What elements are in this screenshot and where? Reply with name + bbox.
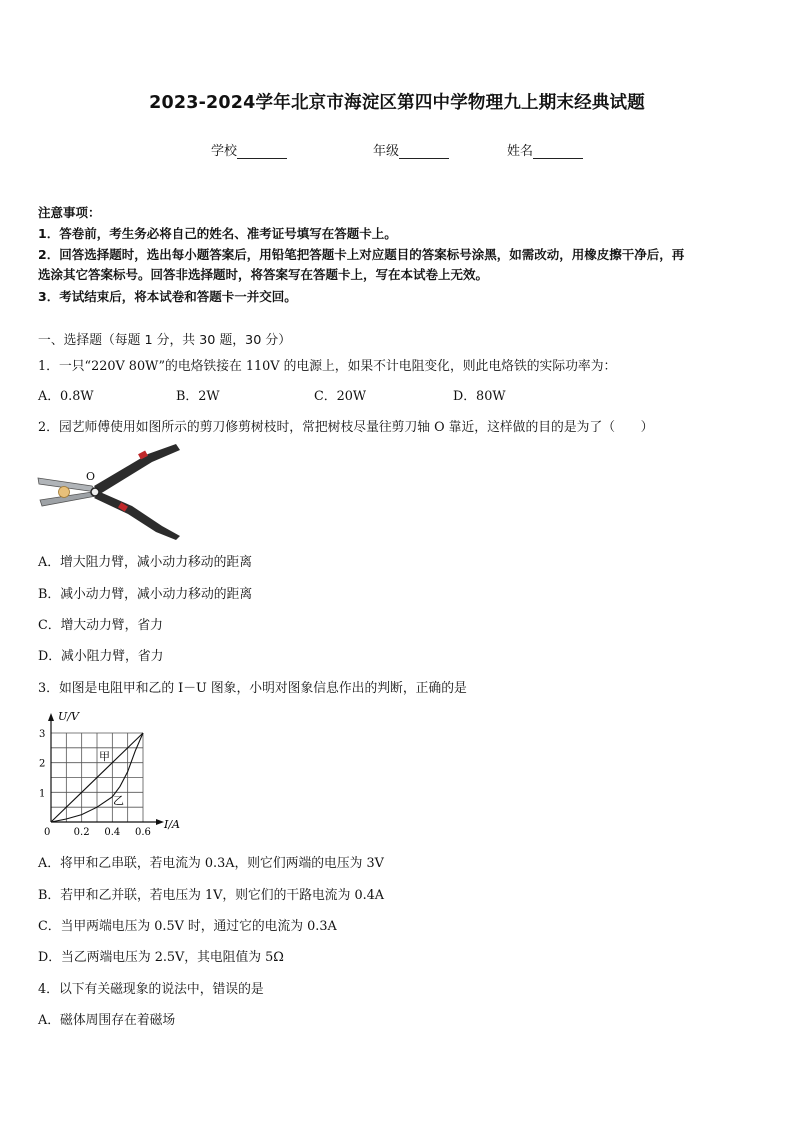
pivot-label: O bbox=[86, 470, 96, 483]
name-field[interactable] bbox=[507, 140, 583, 159]
series-yi-label: 乙 bbox=[113, 794, 124, 807]
question-3-option-b[interactable]: B．若甲和乙并联，若电压为 1V，则它们的干路电流为 0.4A bbox=[38, 888, 385, 903]
notice-item-2-cont: 选涂其它答案标号。回答非选择题时，将答案写在答题卡上，写在本试卷上无效。 bbox=[38, 267, 489, 282]
question-3-option-c[interactable]: C．当甲两端电压为 0.5V 时，通过它的电流为 0.3A bbox=[38, 919, 337, 934]
question-3-option-a[interactable]: A．将甲和乙串联，若电流为 0.3A，则它们两端的电压为 3V bbox=[38, 856, 384, 871]
x-tick-label: 0.2 bbox=[73, 827, 90, 838]
page-title: 2023-2024学年北京市海淀区第四中学物理九上期末经典试题 bbox=[149, 93, 645, 113]
question-1-option-c[interactable]: C．20W bbox=[314, 389, 367, 404]
grade-label: 年级 bbox=[373, 144, 400, 159]
y-axis-label: U/V bbox=[58, 710, 79, 723]
question-2-option-b[interactable]: B．减小动力臂，减小动力移动的距离 bbox=[38, 587, 253, 602]
series-jia-label: 甲 bbox=[99, 750, 110, 763]
question-2-option-c[interactable]: C．增大动力臂，省力 bbox=[38, 618, 163, 633]
question-2-stem: 2．园艺师傅使用如图所示的剪刀修剪树枝时，常把树枝尽量往剪刀轴 O 靠近，这样做的目的是为了（ ） bbox=[38, 420, 654, 435]
question-4-stem: 4．以下有关磁现象的说法中，错误的是 bbox=[38, 982, 264, 997]
pivot-icon bbox=[91, 488, 99, 496]
question-1-option-a[interactable]: A．0.8W bbox=[38, 389, 94, 404]
branch-circle bbox=[59, 487, 70, 498]
upper-handle bbox=[94, 444, 180, 494]
y-tick-label: 1 bbox=[39, 788, 46, 800]
lower-handle bbox=[94, 492, 180, 540]
y-axis-arrow-icon bbox=[48, 713, 54, 721]
question-1-option-d[interactable]: D．80W bbox=[453, 389, 506, 404]
notice-heading: 注意事项： bbox=[38, 205, 101, 220]
section-heading: 一、选择题（每题 1 分，共 30 题，30 分） bbox=[38, 333, 292, 348]
x-tick-label: 0.4 bbox=[104, 827, 121, 838]
grade-blank bbox=[399, 144, 449, 159]
iu-chart bbox=[34, 704, 194, 838]
question-1-option-b[interactable]: B．2W bbox=[176, 389, 220, 404]
x-tick-label: 0 bbox=[44, 827, 51, 838]
question-2-option-d[interactable]: D．减小阻力臂，省力 bbox=[38, 649, 164, 664]
name-blank bbox=[533, 144, 583, 159]
name-label: 姓名 bbox=[507, 144, 534, 159]
x-tick-label: 0.6 bbox=[135, 827, 151, 838]
y-tick-label: 3 bbox=[39, 729, 46, 740]
question-2-option-a[interactable]: A．增大阻力臂，减小动力移动的距离 bbox=[38, 555, 252, 570]
y-tick-label: 2 bbox=[39, 758, 46, 770]
notice-item-1: 1．答卷前，考生务必将自己的姓名、准考证号填写在答题卡上。 bbox=[38, 226, 397, 241]
question-3-stem: 3．如图是电阻甲和乙的 I－U 图象，小明对图象信息作出的判断，正确的是 bbox=[38, 681, 467, 696]
school-label: 学校 bbox=[211, 144, 238, 159]
question-4-option-a[interactable]: A．磁体周围存在着磁场 bbox=[38, 1013, 176, 1028]
school-field[interactable] bbox=[211, 140, 287, 159]
notice-item-2: 2．回答选择题时，选出每小题答案后，用铅笔把答题卡上对应题目的答案标号涂黑，如需改动，用橡皮擦干净后，再 bbox=[38, 247, 685, 262]
school-blank bbox=[237, 144, 287, 159]
question-1-stem: 1．一只“220V 80W”的电烙铁接在 110V 的电源上，如果不计电阻变化，则此电烙铁的实际功率为： bbox=[38, 359, 617, 374]
question-3-option-d[interactable]: D．当乙两端电压为 2.5V，其电阻值为 5Ω bbox=[38, 950, 284, 965]
x-axis-label: I/A bbox=[164, 818, 180, 831]
notice-item-3: 3．考试结束后，将本试卷和答题卡一并交回。 bbox=[38, 289, 297, 304]
x-axis-arrow-icon bbox=[156, 819, 164, 825]
grade-field[interactable] bbox=[373, 140, 449, 159]
shears-figure bbox=[36, 440, 184, 540]
